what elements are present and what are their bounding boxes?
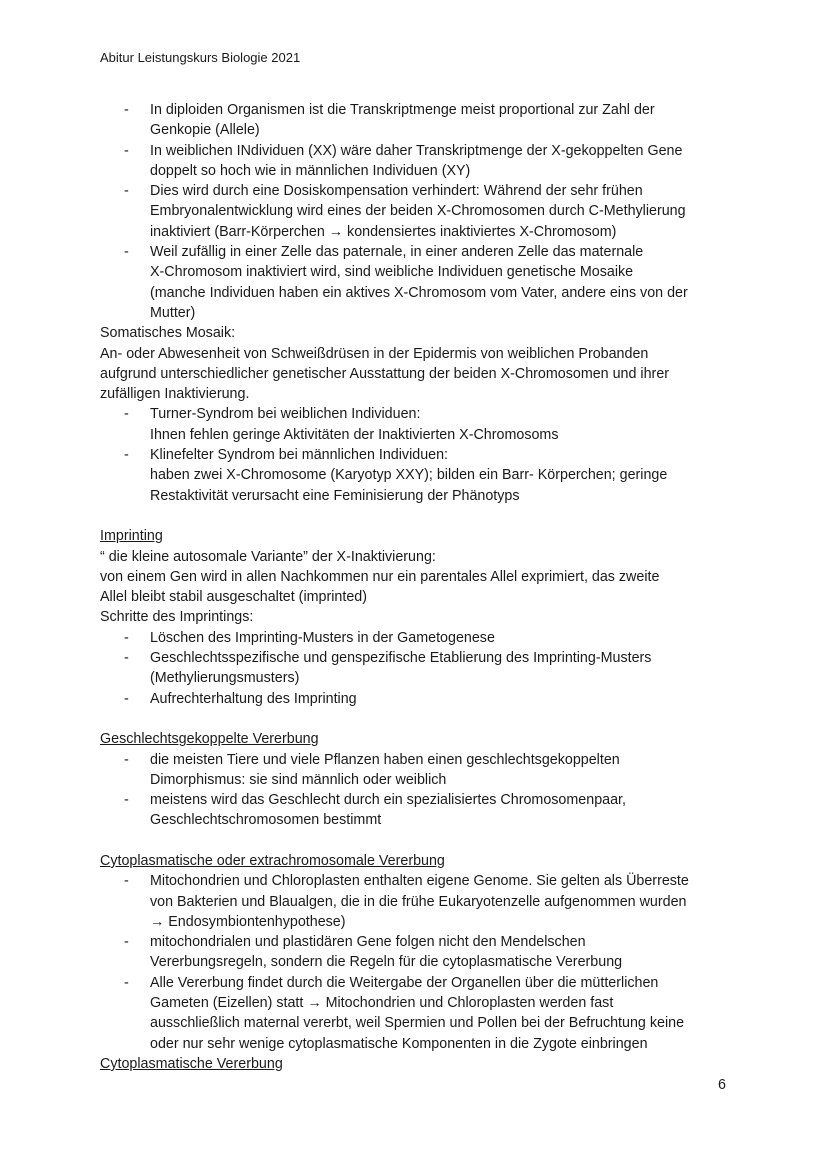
mosaik-bullet-list: [100, 404, 740, 505]
imprinting-heading: Imprinting: [100, 528, 163, 545]
list-item: - mitochondrialen und plastidären Gene folgen nicht den Mendelschen Vererbungsregeln, sondern die Regeln für die cytoplasmatische Vererbung: [100, 932, 740, 973]
list-item: - Alle Vererbung findet durch die Weitergabe der Organellen über die mütterlichen Gameten (Eizellen) statt → Mitochondrien und Chloroplasten werden fast ausschließlich maternal vererbt, weil Spermien und Pollen bei der Befruchtung keine oder nur sehr wenige cytoplasmatische Komponenten in die Zygote einbringen: [100, 973, 740, 1054]
mosaik-text-line: An- oder Abwesenheit von Schweißdrüsen in der Epidermis von weiblichen Probanden: [100, 345, 649, 362]
list-item: - Turner-Syndrom bei weiblichen Individuen: Ihnen fehlen geringe Aktivitäten der Inaktivierten X-Chromosoms: [100, 404, 740, 445]
list-item: - meistens wird das Geschlecht durch ein spezialisiertes Chromosomenpaar, Geschlechtschromosomen bestimmt: [100, 790, 740, 831]
list-item: - In diploiden Organismen ist die Transkriptmenge meist proportional zur Zahl der Genkopie (Allele): [100, 100, 740, 141]
mosaik-text-line: zufälligen Inaktivierung.: [100, 386, 250, 403]
cyto-bullet-list: [100, 871, 740, 1054]
imprinting-text-line: “ die kleine autosomale Variante” der X-Inaktivierung:: [100, 548, 436, 565]
imprinting-text-line: Allel bleibt stabil ausgeschaltet (imprinted): [100, 589, 368, 606]
list-item: - Dies wird durch eine Dosiskompensation verhindert: Während der sehr frühen Embryonalentwicklung wird eines der beiden X-Chromosomen durch C-Methylierung inaktiviert (Barr-Körperchen → kondensiertes inaktiviertes X-Chromosom): [100, 181, 740, 242]
spacer: [100, 506, 740, 526]
document-body: [100, 100, 740, 1074]
cyto2-heading: Cytoplasmatische Vererbung: [100, 1055, 283, 1072]
page-number: 6: [718, 1077, 726, 1093]
spacer: [100, 709, 740, 729]
list-item: - Mitochondrien und Chloroplasten enthalten eigene Genome. Sie gelten als Überreste von Bakterien und Blaualgen, die in die frühe Eukaryotenzelle aufgenommen wurden → Endosymbiontenhypothese): [100, 871, 740, 932]
mosaik-heading: Somatisches Mosaik:: [100, 325, 236, 342]
list-item: - In weiblichen INdividuen (XX) wäre daher Transkriptmenge der X-gekoppelten Gene doppelt so hoch wie in männlichen Individuen (XY): [100, 141, 740, 182]
geschlecht-bullet-list: [100, 750, 740, 831]
list-item: - Aufrechterhaltung des Imprinting: [100, 689, 740, 709]
spacer: [100, 831, 740, 851]
list-item: - die meisten Tiere und viele Pflanzen haben einen geschlechtsgekoppelten Dimorphismus: sie sind männlich oder weiblich: [100, 750, 740, 791]
imprinting-bullet-list: [100, 628, 740, 709]
geschlecht-heading: Geschlechtsgekoppelte Vererbung: [100, 731, 319, 748]
list-item: - Geschlechtsspezifische und genspezifische Etablierung des Imprinting-Musters (Methylierungsmusters): [100, 648, 740, 689]
cyto-heading: Cytoplasmatische oder extrachromosomale Vererbung: [100, 852, 445, 869]
list-item: - Weil zufällig in einer Zelle das paternale, in einer anderen Zelle das maternale X-Chromosom inaktiviert wird, sind weibliche Individuen genetische Mosaike (manche Individuen haben ein aktives X-Chromosom vom Vater, andere eins von der Mutter): [100, 242, 740, 323]
mosaik-text-line: aufgrund unterschiedlicher genetischer Ausstattung der beiden X-Chromosomen und ihrer: [100, 365, 670, 382]
page-header: Abitur Leistungskurs Biologie 2021: [100, 50, 301, 65]
list-item: - Löschen des Imprinting-Musters in der Gametogenese: [100, 628, 740, 648]
list-item: - Klinefelter Syndrom bei männlichen Individuen: haben zwei X-Chromosome (Karyotyp XXY); bilden ein Barr- Körperchen; geringe Restaktivität verursacht eine Feminisierung der Phänotyps: [100, 445, 740, 506]
intro-bullet-list: [100, 100, 740, 323]
imprinting-text-line: Schritte des Imprintings:: [100, 609, 254, 626]
imprinting-text-line: von einem Gen wird in allen Nachkommen nur ein parentales Allel exprimiert, das zweite: [100, 568, 660, 585]
